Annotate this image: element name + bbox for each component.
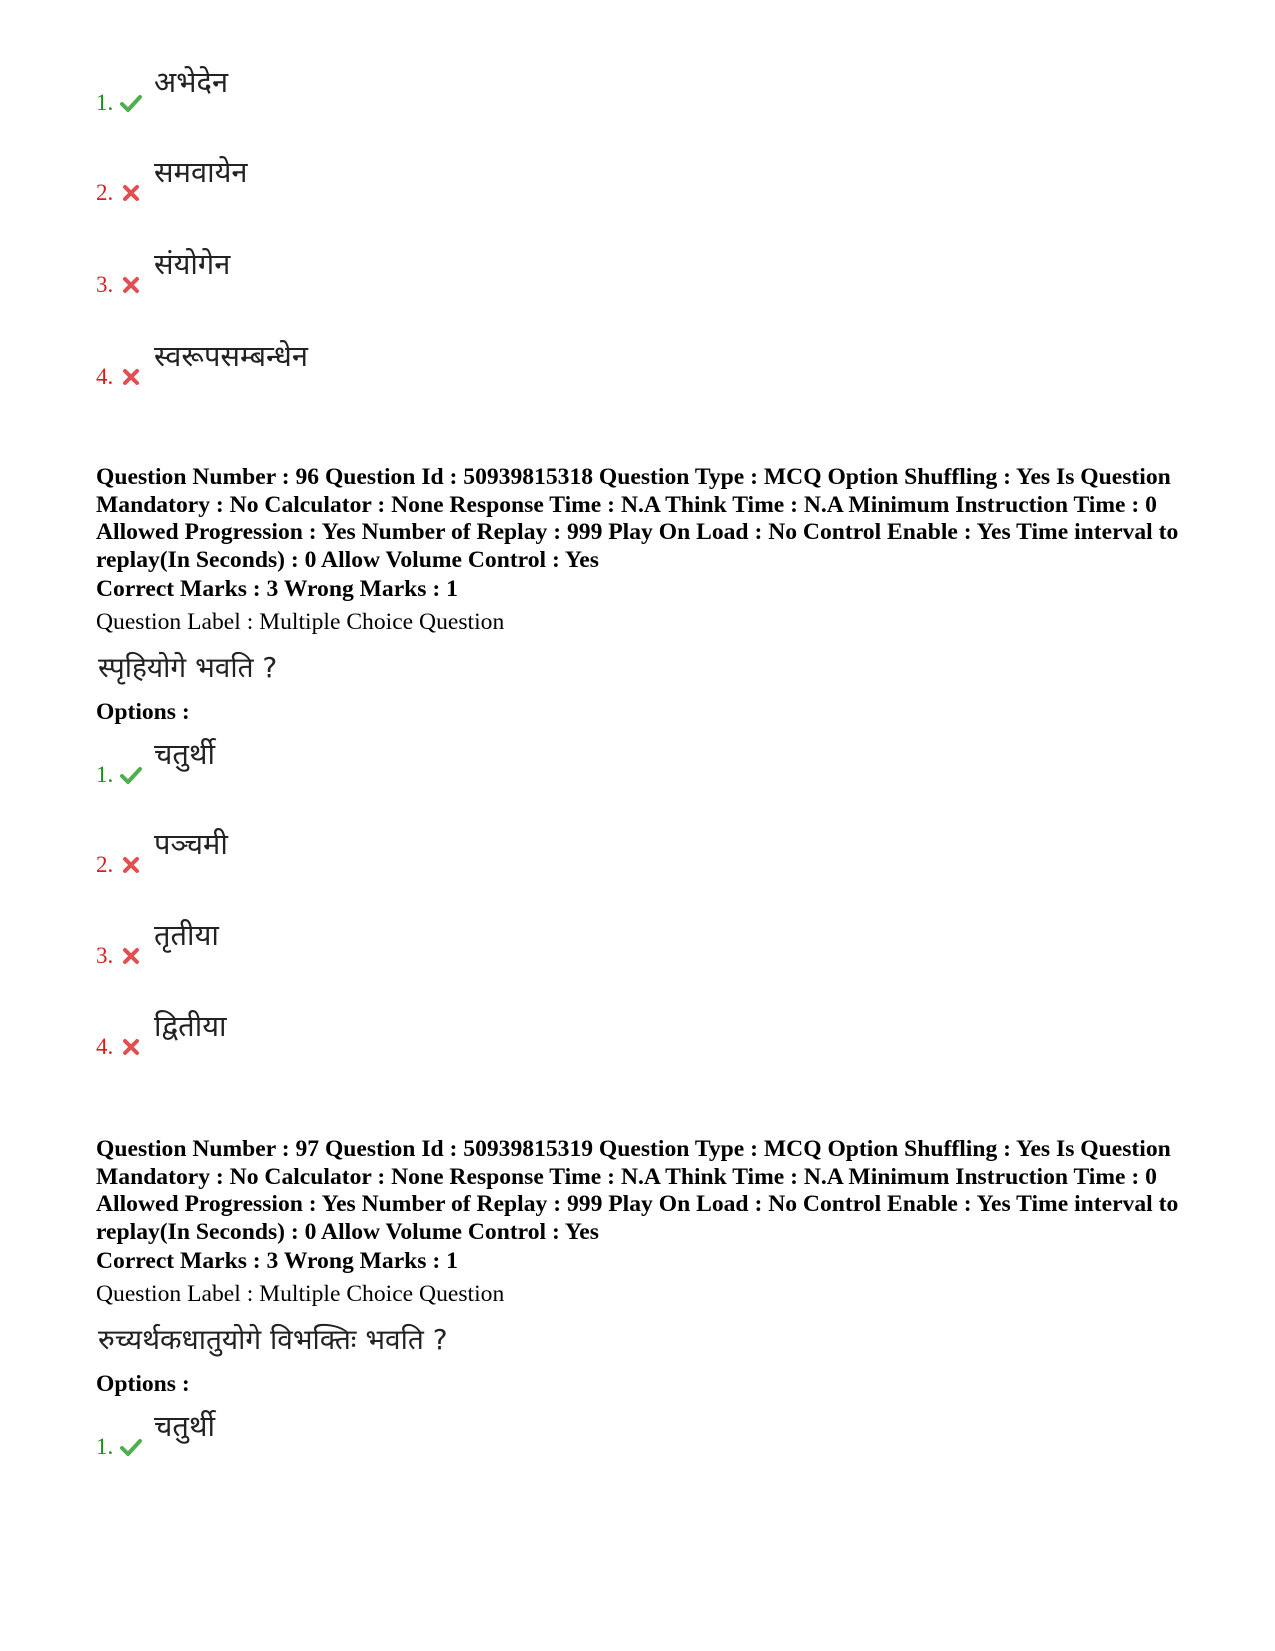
question-text: स्पृहियोगे भवति ?: [98, 651, 278, 684]
option-number: 1.: [96, 90, 114, 115]
question-text: रुच्यर्थकधातुयोगे विभक्तिः भवति ?: [98, 1323, 448, 1356]
option-1: [96, 734, 496, 794]
option-number: 3.: [96, 943, 114, 968]
option-4: [96, 336, 496, 396]
option-1: [96, 62, 496, 122]
option-text: द्वितीया: [154, 1009, 227, 1043]
check-icon: [120, 94, 142, 112]
cross-icon: [120, 947, 142, 965]
option-1: [96, 1406, 496, 1466]
question-meta: Question Number : 96 Question Id : 50939815318 Question Type : MCQ Option Shuffling : Yes Is Question Mandatory : No Calculator : None Response Time : N.A Think Time : N.A Minimum Instruction Time : 0 Allowed Progression : Yes Number of Replay : 999 Play On Load : No Control Enable : Yes Time interval to replay(In Seconds) : 0 Allow Volume Control : Yes: [96, 464, 1179, 573]
option-text: चतुर्थी: [154, 737, 215, 771]
cross-icon: [120, 856, 142, 874]
cross-icon: [120, 276, 142, 294]
option-2: [96, 824, 496, 884]
option-text: पञ्चमी: [154, 827, 228, 861]
option-3: [96, 244, 496, 304]
question-marks: Correct Marks : 3 Wrong Marks : 1: [96, 576, 458, 602]
option-number: 1.: [96, 1434, 114, 1459]
option-4: [96, 1006, 496, 1066]
option-number: 3.: [96, 272, 114, 297]
cross-icon: [120, 184, 142, 202]
option-2: [96, 152, 496, 212]
option-number: 4.: [96, 1034, 114, 1059]
option-number: 2.: [96, 852, 114, 877]
options-heading: Options :: [96, 1371, 190, 1397]
question-meta: Question Number : 97 Question Id : 50939815319 Question Type : MCQ Option Shuffling : Yes Is Question Mandatory : No Calculator : None Response Time : N.A Think Time : N.A Minimum Instruction Time : 0 Allowed Progression : Yes Number of Replay : 999 Play On Load : No Control Enable : Yes Time interval to replay(In Seconds) : 0 Allow Volume Control : Yes: [96, 1136, 1179, 1245]
option-text: अभेदेन: [154, 65, 229, 99]
option-text: तृतीया: [154, 918, 219, 952]
cross-icon: [120, 1038, 142, 1056]
option-3: [96, 915, 496, 975]
question-label: Question Label : Multiple Choice Question: [96, 609, 505, 635]
check-icon: [120, 1438, 142, 1456]
cross-icon: [120, 368, 142, 386]
option-number: 1.: [96, 762, 114, 787]
option-text: चतुर्थी: [154, 1409, 215, 1443]
options-heading: Options :: [96, 699, 190, 725]
option-number: 4.: [96, 364, 114, 389]
check-icon: [120, 766, 142, 784]
option-text: संयोगेन: [154, 247, 231, 281]
option-number: 2.: [96, 180, 114, 205]
question-marks: Correct Marks : 3 Wrong Marks : 1: [96, 1248, 458, 1274]
option-text: समवायेन: [154, 155, 248, 189]
question-label: Question Label : Multiple Choice Question: [96, 1281, 505, 1307]
option-text: स्वरूपसम्बन्धेन: [154, 339, 308, 373]
